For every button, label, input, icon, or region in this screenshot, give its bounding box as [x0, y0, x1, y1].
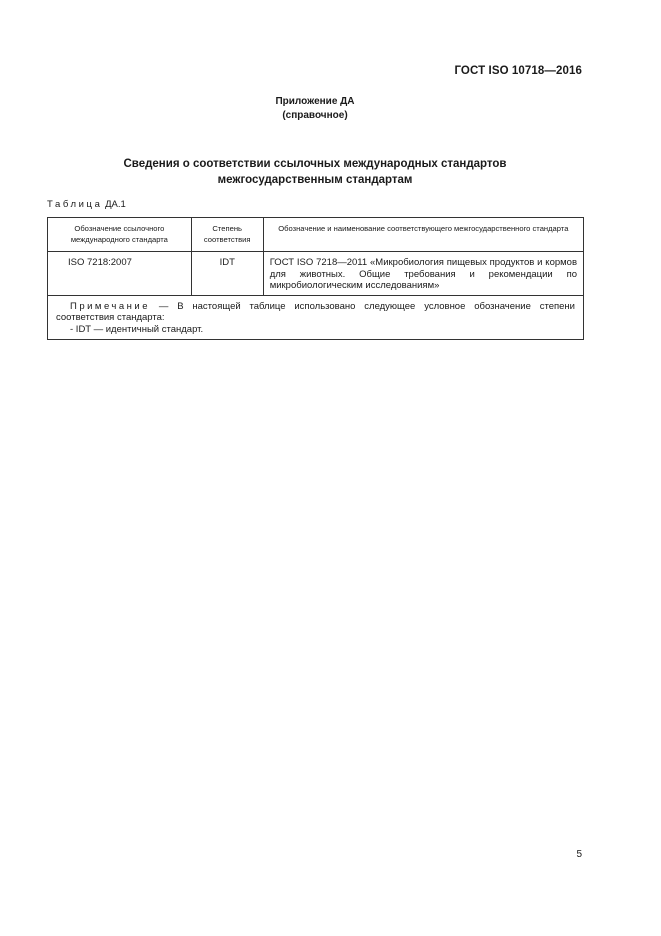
appendix-subtitle: (справочное): [282, 110, 348, 121]
note-paragraph: [56, 301, 575, 324]
table-row: [48, 252, 584, 296]
section-title-line1: Сведения о соответствии ссылочных международных стандартов: [123, 158, 507, 170]
table-caption-id: ДА.1: [105, 199, 126, 210]
header-reference-standard: Обозначение ссылочного международного стандарта: [48, 218, 192, 252]
table-header-row: [48, 218, 584, 252]
table-caption: [47, 199, 126, 210]
note-text: — В настоящей таблице использовано следующее условное обозначение степени соответствия стандарта:: [56, 300, 575, 323]
appendix-title: Приложение ДА: [275, 96, 355, 107]
appendix-heading: [0, 95, 630, 123]
header-national-standard: Обозначение и наименование соответствующего межгосударственного стандарта: [263, 218, 583, 252]
table-caption-word: Таблица: [47, 199, 103, 210]
section-title: [0, 156, 630, 188]
cell-national-standard: ГОСТ ISO 7218—2011 «Микробиология пищевых продуктов и кормов для животных. Общие требования и рекомендации по микробиологическим исследованиям»: [263, 252, 583, 296]
table-note-row: [48, 295, 584, 340]
correspondence-table: [47, 217, 584, 340]
table-note: [48, 295, 584, 340]
section-title-line2: межгосударственным стандартам: [217, 174, 413, 186]
document-code: ГОСТ ISO 10718—2016: [454, 65, 582, 77]
note-item: - IDT — идентичный стандарт.: [70, 323, 204, 335]
cell-degree: IDT: [191, 252, 263, 296]
page-number: 5: [576, 849, 582, 860]
note-label: Примечание: [70, 300, 150, 312]
header-degree: Степень соответствия: [191, 218, 263, 252]
cell-reference-standard: ISO 7218:2007: [48, 252, 192, 296]
